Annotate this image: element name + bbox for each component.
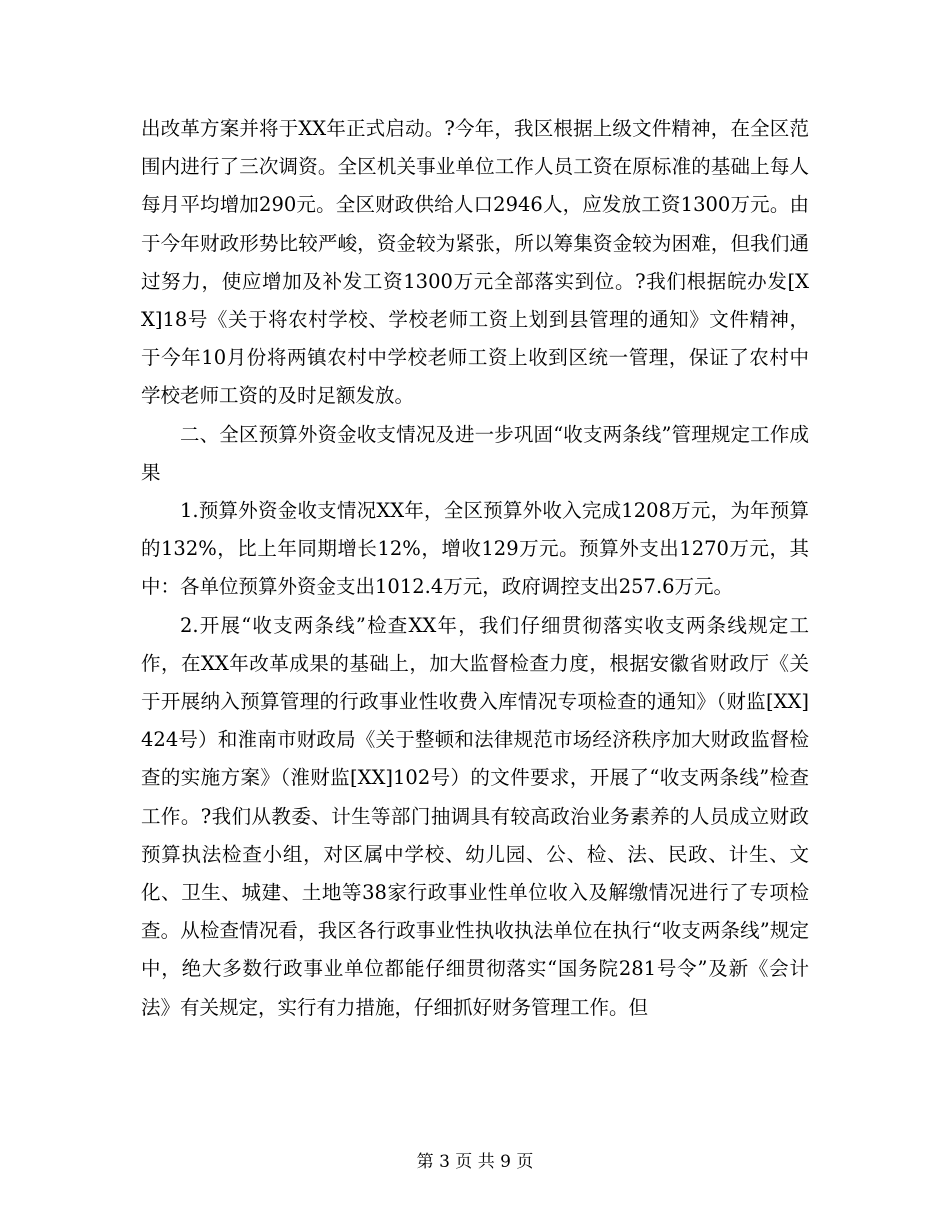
section-heading-extra-budget: 二、全区预算外资金收支情况及进一步巩固“收支两条线”管理规定工作成果 xyxy=(141,422,809,484)
document-body xyxy=(141,110,809,1027)
paragraph-inspection: 2.开展“收支两条线”检查XX年，我们仔细贯彻落实收支两条线规定工作，在XX年改革成果的基础上，加大监督检查力度，根据安徽省财政厅《关于开展纳入预算管理的行政事业性收费入库情况专项检查的通知》（财监[XX]424号）和淮南市财政局《关于整顿和法律规范市场经济秩序加大财政监督检查的实施方案》（淮财监[XX]102号）的文件要求，开展了“收支两条线”检查工作。?我们从教委、计生等部门抽调具有较高政治业务素养的人员成立财政预算执法检查小组，对区属中学校、幼儿园、公、检、法、民政、计生、文化、卫生、城建、土地等38家行政事业性单位收入及解缴情况进行了专项检查。从检查情况看，我区各行政事业性执收执法单位在执行“收支两条线”规定中，绝大多数行政事业单位都能仔细贯彻落实“国务院281号令”及新《会计法》有关规定，实行有力措施，仔细抓好财务管理工作。但 xyxy=(141,613,809,1019)
paragraph-extra-budget-revenue: 1.预算外资金收支情况XX年，全区预算外收入完成1208万元，为年预算的132%，比上年同期增长12%，增收129万元。预算外支出1270万元，其中：各单位预算外资金支出1012.4万元，政府调控支出257.6万元。 xyxy=(141,499,809,599)
page-number-footer: 第 3 页 共 9 页 xyxy=(416,1152,534,1172)
paragraph-salary-adjustment: 出改革方案并将于XX年正式启动。?今年，我区根据上级文件精神，在全区范围内进行了三次调资。全区机关事业单位工作人员工资在原标准的基础上每人每月平均增加290元。全区财政供给人口2946人，应发放工资1300万元。由于今年财政形势比较严峻，资金较为紧张，所以筹集资金较为困难，但我们通过努力，使应增加及补发工资1300万元全部落实到位。?我们根据皖办发[XX]18号《关于将农村学校、学校老师工资上划到县管理的通知》文件精神，于今年10月份将两镇农村中学校老师工资上收到区统一管理，保证了农村中学校老师工资的及时足额发放。 xyxy=(141,117,809,408)
